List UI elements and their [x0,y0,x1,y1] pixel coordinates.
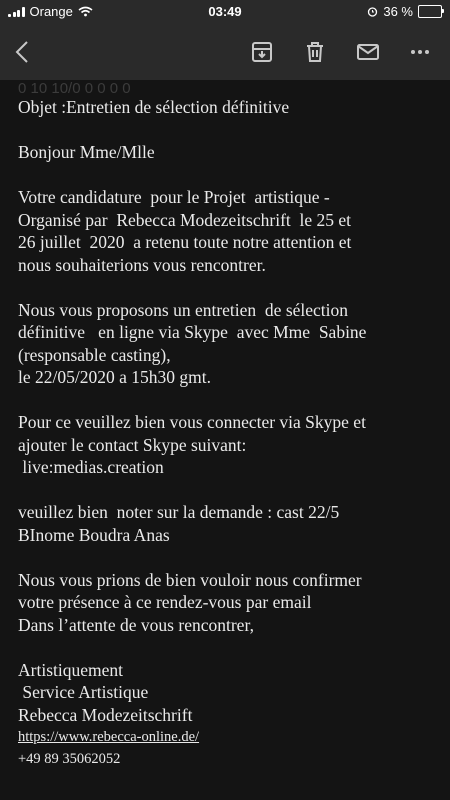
email-line: nous souhaiterions vous rencontrer. [18,254,266,275]
alarm-icon [367,6,378,17]
email-line: live:medias.creation [18,457,164,477]
trash-icon [304,41,326,63]
more-button[interactable] [406,38,434,66]
email-line: votre présence à ce rendez-vous par email [18,592,312,612]
email-line: veuillez bien noter sur la demande : cast 22/5 [18,502,340,522]
email-body [18,96,436,770]
email-line: Nous vous prions de bien vouloir nous confirmer [18,569,362,590]
mail-icon [356,42,380,62]
mail-button[interactable] [354,38,382,66]
email-line: 26 juillet 2020 a retenu toute notre attention et [18,232,352,252]
status-bar [0,0,450,24]
email-line: le 22/05/2020 a 15h30 gmt. [18,367,211,387]
email-line: Nous vous proposons un entretien de sélection [18,299,349,320]
back-button[interactable] [8,38,36,66]
battery-percent: 36 % [383,4,413,19]
email-line: Pour ce veuillez bien vous connecter via Skype et [18,412,366,432]
email-line: (responsable casting), [18,344,171,365]
website-link[interactable]: https://www.rebecca-online.de/ [18,729,200,745]
signature-line: Rebecca Modezeitschrift [18,704,193,725]
email-subject: Objet :Entretien de sélection définitive [18,97,290,117]
email-line: BInome Boudra Anas [18,524,170,545]
phone-number[interactable]: +49 89 35062052 [18,751,121,767]
email-line: Organisé par Rebecca Modezeitschrift le 25 et [18,209,352,230]
ghost-previous-line: 0 10 10/0 0 0 0 0 [18,80,131,97]
delete-button[interactable] [301,38,329,66]
signature-line: Service Artistique [18,682,149,702]
carrier-name: Orange [29,4,73,19]
email-line: Votre candidature pour le Projet artistique - [18,187,330,207]
archive-icon [251,41,273,63]
clock: 03:49 [208,4,242,19]
email-line: Dans l’attente de vous rencontrer, [18,614,254,635]
status-right [367,4,442,19]
email-line: définitive en ligne via Skype avec Mme Sabine [18,322,367,342]
signature-line: Artistiquement [18,659,123,680]
back-chevron-icon [14,40,30,64]
battery-icon [418,5,442,18]
mail-toolbar [0,24,450,97]
email-greeting: Bonjour Mme/Mlle [18,142,155,162]
more-icon [410,49,430,55]
archive-button[interactable] [248,38,276,66]
email-line: ajouter le contact Skype suivant: [18,434,247,455]
